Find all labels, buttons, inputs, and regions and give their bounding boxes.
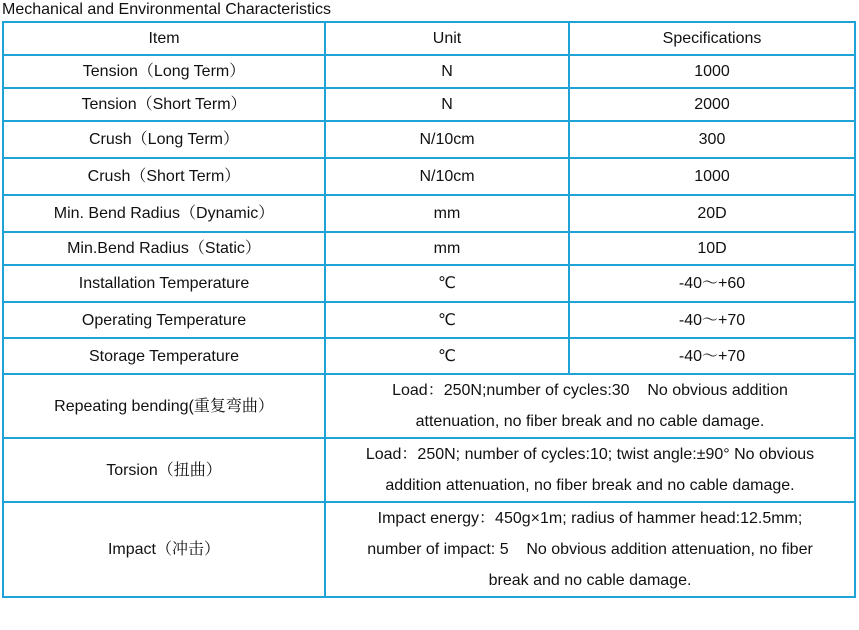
row-unit: mm xyxy=(325,195,569,232)
row-spec: 10D xyxy=(569,232,855,265)
table-row xyxy=(3,438,855,502)
row-unit: ℃ xyxy=(325,265,569,302)
table-row xyxy=(3,338,855,374)
row-unit: N/10cm xyxy=(325,121,569,158)
row-item: Repeating bending(重复弯曲） xyxy=(3,374,325,438)
description-line: attenuation, no fiber break and no cable damage. xyxy=(415,413,765,430)
table-row xyxy=(3,232,855,265)
row-item: Storage Temperature xyxy=(3,338,325,374)
row-description xyxy=(325,502,855,597)
row-unit: N xyxy=(325,55,569,88)
table-row xyxy=(3,265,855,302)
row-item: Tension（Long Term） xyxy=(3,55,325,88)
table-title: Mechanical and Environmental Characteristics xyxy=(2,1,332,18)
header-specifications: Specifications xyxy=(569,22,855,55)
description-line: addition attenuation, no fiber break and no cable damage. xyxy=(385,477,795,494)
row-item: Tension（Short Term） xyxy=(3,88,325,121)
row-unit: ℃ xyxy=(325,302,569,338)
table-row xyxy=(3,121,855,158)
row-spec: 20D xyxy=(569,195,855,232)
row-item: Min. Bend Radius（Dynamic） xyxy=(3,195,325,232)
row-item: Min.Bend Radius（Static） xyxy=(3,232,325,265)
header-row xyxy=(3,22,855,55)
characteristics-table xyxy=(2,21,856,598)
table-row xyxy=(3,88,855,121)
table-row xyxy=(3,502,855,597)
row-unit: ℃ xyxy=(325,338,569,374)
row-spec: 2000 xyxy=(569,88,855,121)
table-row xyxy=(3,374,855,438)
table-row xyxy=(3,302,855,338)
row-item: Torsion（扭曲） xyxy=(3,438,325,502)
description-line: Load：250N; number of cycles:10; twist angle:±90° No obvious xyxy=(365,446,815,463)
row-spec: 300 xyxy=(569,121,855,158)
row-spec: -40～+60 xyxy=(569,265,855,302)
row-spec: -40～+70 xyxy=(569,338,855,374)
description-line: break and no cable damage. xyxy=(488,572,692,589)
row-spec: -40～+70 xyxy=(569,302,855,338)
table-row xyxy=(3,195,855,232)
row-item: Installation Temperature xyxy=(3,265,325,302)
row-spec: 1000 xyxy=(569,55,855,88)
row-unit: N xyxy=(325,88,569,121)
description-line: Load：250N;number of cycles:30 No obvious addition xyxy=(392,382,788,399)
table-row xyxy=(3,158,855,195)
row-description xyxy=(325,438,855,502)
header-unit: Unit xyxy=(325,22,569,55)
header-item: Item xyxy=(3,22,325,55)
row-item: Crush（Long Term） xyxy=(3,121,325,158)
table-row xyxy=(3,55,855,88)
row-spec: 1000 xyxy=(569,158,855,195)
row-item: Impact（冲击） xyxy=(3,502,325,597)
description-line: Impact energy：450g×1m; radius of hammer head:12.5mm; xyxy=(377,510,803,527)
row-unit: N/10cm xyxy=(325,158,569,195)
row-item: Operating Temperature xyxy=(3,302,325,338)
description-line: number of impact: 5 No obvious addition attenuation, no fiber xyxy=(367,541,813,558)
row-item: Crush（Short Term） xyxy=(3,158,325,195)
row-description xyxy=(325,374,855,438)
row-unit: mm xyxy=(325,232,569,265)
